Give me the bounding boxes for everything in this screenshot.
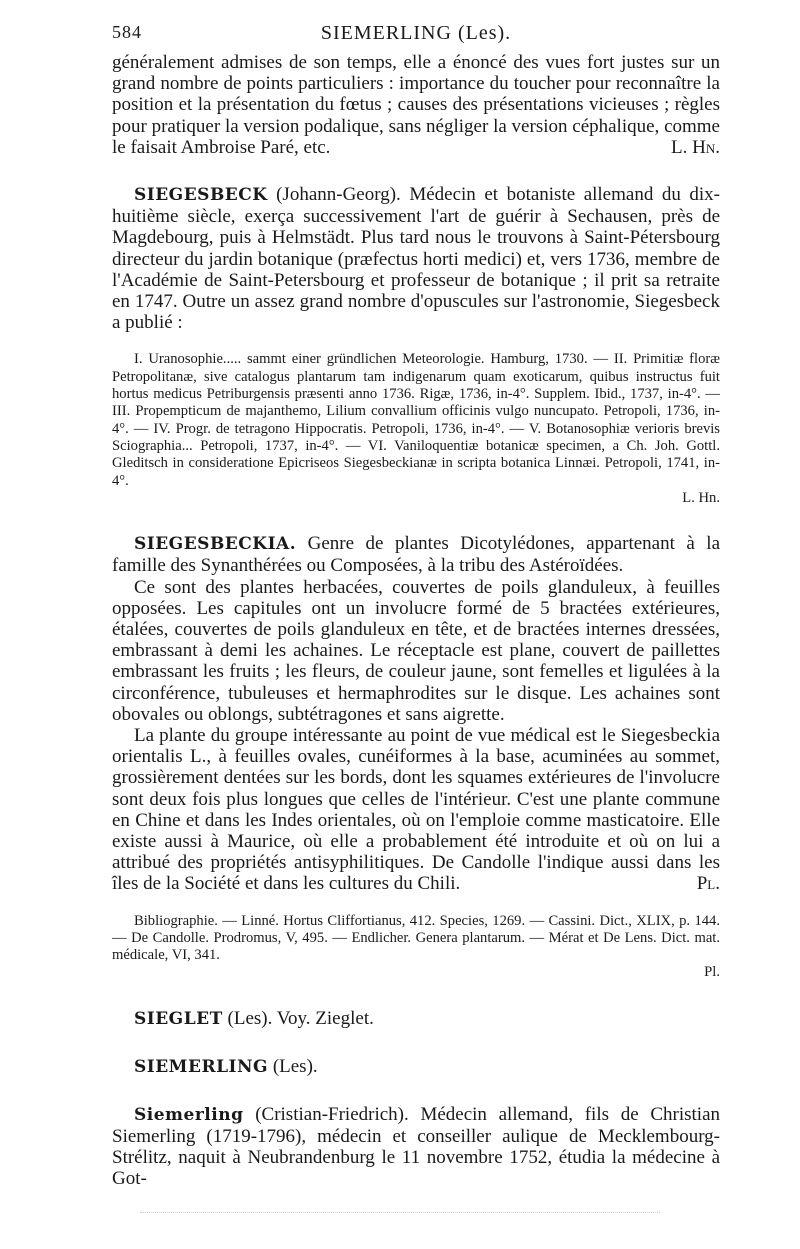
continuation-signature: L. Hn. <box>671 136 720 158</box>
page-bottom-mark <box>140 1212 660 1219</box>
siegesbeck-signature: L. Hn. <box>682 489 720 506</box>
entry-siegesbeck <box>112 184 720 333</box>
running-head <box>112 22 720 52</box>
siegesbeckia-para3 <box>112 725 720 895</box>
headword-siemerling-section: SIEMERLING <box>134 1056 269 1077</box>
siegesbeckia-para3-signature: Pl. <box>696 873 720 895</box>
continuation-paragraph <box>112 52 720 158</box>
headword-sieglet: SIEGLET <box>134 1008 223 1029</box>
headword-siemerling: Siemerling <box>134 1104 244 1125</box>
entry-siemerling <box>112 1104 720 1190</box>
entry-sieglet <box>112 1008 720 1030</box>
siegesbeckia-para3-text: La plante du groupe intéressante au point de vue médical est le Siegesbeckia orientalis L., à feuilles ovales, cunéiformes à la base, acuminées au sommet, grossièrement dentées sur les bords, dont les squames extérieures de l'involucre sont deux fois plus longues que celles de l'intérieur. C'est une plante commune en Chine et dans les Indes orientales, où on l'emploie comme masticatoire. Elle existe aussi à Maurice, où elle a probablement été introduite et où on lui a attribué des propriétés antisyphilitiques. De Candolle l'indique aussi dans les îles de la Société et dans les cultures du Chili. <box>112 724 720 895</box>
siegesbeckia-para1: Genre de plantes Dicotylédones, appartenant à la famille des Synanthérées ou Composées, à la tribu des Astéroïdées. <box>112 533 721 577</box>
continuation-text: généralement admises de son temps, elle a énoncé des vues fort justes sur un grand nombre de points particuliers : importance du toucher pour reconnaître la position et la présentation du fœtus ; causes des présentations vicieuses ; règles pour pratiquer la version podalique, sans négliger la version céphalique, comme le faisait Ambroise Paré, etc. <box>112 52 720 158</box>
siegesbeck-text: (Johann-Georg). Médecin et botaniste allemand du dix-huitième siècle, exerça successivement l'art de guérir à Sechausen, près de Magdebourg, puis à Helmstädt. Plus tard nous le trouvons à Saint-Pétersbourg directeur du jardin botanique (præfectus horti medici) et, vers 1736, membre de l'Académie de Saint-Petersbourg et professeur de botanique ; il prit sa retraite en 1747. Outre un assez grand nombre d'opuscules sur l'astronomie, Siegesbeck a publié : <box>112 184 720 334</box>
siegesbeckia-bibliography: Bibliographie. — Linné. Hortus Cliffortianus, 412. Species, 1269. — Cassini. Dict., XLIX, p. 144. — De Candolle. Prodromus, V, 495. — Endlicher. Genera plantarum. — Mérat et De Lens. Dict. mat. médicale, VI, 341. <box>112 912 720 964</box>
sieglet-text: (Les). Voy. Zieglet. <box>227 1007 374 1029</box>
document-page <box>112 22 720 1190</box>
headword-siegesbeck: SIEGESBECK <box>134 185 268 206</box>
headword-siegesbeckia: SIEGESBECKIA. <box>134 534 297 555</box>
siegesbeckia-para2: Ce sont des plantes herbacées, couvertes de poils glanduleux, à feuilles opposées. Les capitules ont un involucre formé de 5 bractées extérieures, étalées, couvertes de poils glanduleux en tête, et de bractées internes dressées, embrassant à demi les achaines. Le réceptacle est plane, couvert de paillettes embrassant les fruits ; les fleurs, de couleur jaune, sont femelles et ligulées à la circonférence, tubuleuses et hermaphrodites sur le disque. Les achaines sont obovales ou oblongs, subtétragones et sans aigrette. <box>112 576 720 725</box>
siemerling-section-text: (Les). <box>272 1055 318 1077</box>
entry-siegesbeckia <box>112 533 720 576</box>
siegesbeckia-bibliography-signature: Pl. <box>704 964 720 981</box>
siemerling-text: (Cristian-Friedrich). Médecin allemand, fils de Christian Siemerling (1719-1796), médecin et conseiller aulique de Mecklembourg-Strélitz, naquit à Neubrandenburg le 11 novembre 1752, étudia la médecine à Got- <box>112 1103 721 1190</box>
section-heading-siemerling <box>112 1056 720 1078</box>
siegesbeck-works: I. Uranosophie..... sammt einer gründlichen Meteorologie. Hamburg, 1730. — II. Primitiæ floræ Petropolitanæ, sive catalogus plantarum tam indigenarum quam exoticarum, quibus instructus fuit hortus medicus Petriburgensis præsenti anno 1736. Rigæ, 1736, in-4°. Supplem. Ibid., 1737, in-4°. — III. Propempticum de majanthemo, Lilium convallium officinis vulgo nuncupato. Petropoli, 1736, in-4°. — IV. Progr. de tetragono Hippocratis. Petropoli, 1736, in-4°. — V. Botanosophiæ verioris brevis Sciographia... Petropoli, 1737, in-4°. — VI. Vaniloquentiæ botanicæ specimen, a Ch. Joh. Gottl. Gleditsch in consideratione Epicriseos Siegesbeckianæ in scripta botanica Linnæi. Petropoli, 1741, in-4°. <box>112 351 720 489</box>
page-number: 584 <box>112 22 142 42</box>
running-title: SIEMERLING (Les). <box>320 22 512 44</box>
